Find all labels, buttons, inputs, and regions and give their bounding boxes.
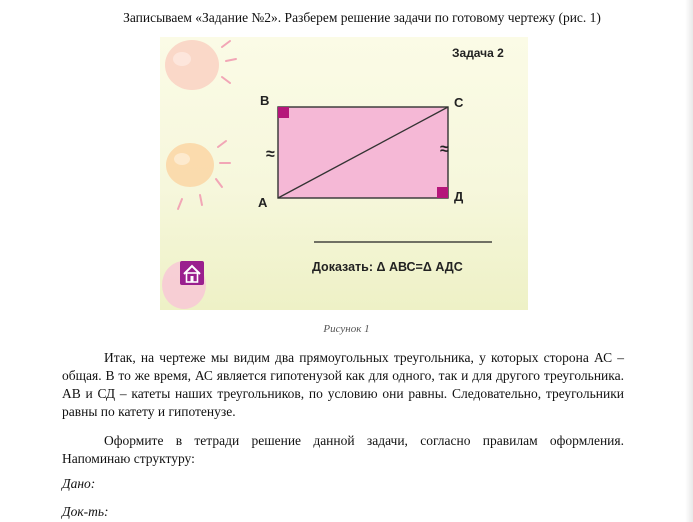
equal-mark-left: ≈ — [266, 146, 275, 163]
right-angle-d — [437, 187, 448, 198]
vertex-d-label: Д — [454, 189, 464, 204]
vertex-a-label: А — [258, 195, 268, 210]
home-icon[interactable] — [180, 261, 204, 285]
figure-caption: Рисунок 1 — [323, 323, 370, 335]
prove-label: Док-ть: — [62, 504, 109, 519]
figure-title: Задача 2 — [452, 46, 504, 60]
page-edge-shadow — [685, 0, 693, 522]
prove-statement: Доказать: Δ АВС=Δ АДС — [312, 260, 463, 274]
figure-drawing — [160, 37, 528, 310]
equal-mark-right: ≈ — [440, 141, 449, 158]
given-label: Дано: — [62, 476, 96, 491]
vertex-b-label: В — [260, 93, 270, 108]
vertex-c-label: С — [454, 95, 464, 110]
right-angle-b — [278, 107, 289, 118]
figure-svg — [160, 37, 528, 310]
explanation-paragraph: Итак, на чертеже мы видим два прямоугольных треугольника, у которых сторона АС – общая. В то же время, АС является гипотенузой как для одного, так и для другого треугольника. АВ и СД – катеты наших треугольников, по условию они равны. Следовательно, треугольники равны по катету и гипотенузе. — [62, 350, 624, 419]
task-heading: Записываем «Задание №2». Разберем решение задачи по готовому чертежу (рис. 1) — [123, 10, 601, 25]
instruction-paragraph: Оформите в тетради решение данной задачи, согласно правилам оформления. Напоминаю структуру: — [62, 433, 624, 466]
